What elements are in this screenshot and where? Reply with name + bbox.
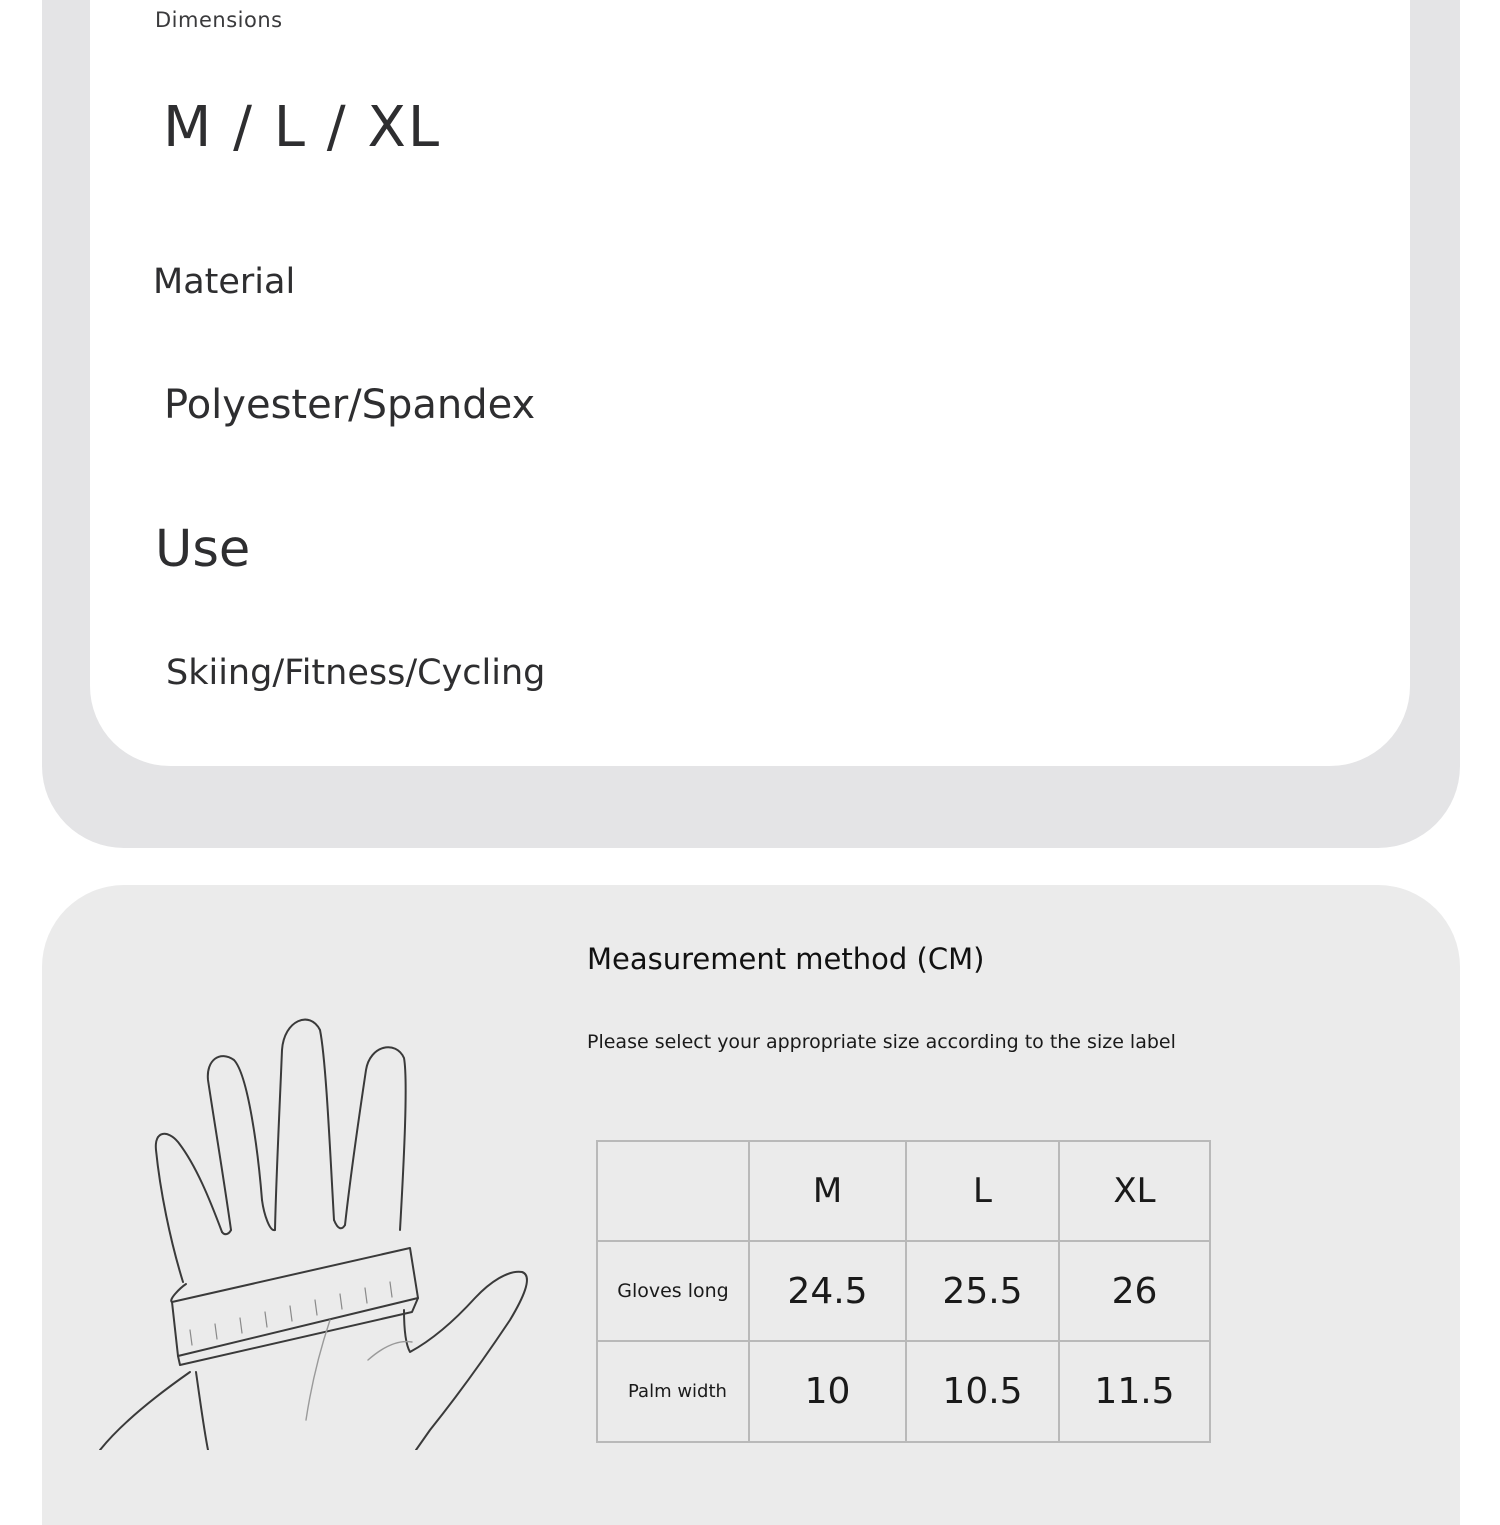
material-label: Material: [153, 262, 296, 302]
table-cell: 10: [749, 1341, 906, 1442]
row-label-palm-width: Palm width: [597, 1341, 749, 1442]
size-instruction: Please select your appropriate size according to the size label: [587, 1031, 1176, 1053]
use-label: Use: [155, 520, 251, 579]
table-cell: 26: [1059, 1241, 1210, 1341]
column-header-xl: XL: [1059, 1141, 1210, 1241]
measurement-title: Measurement method (CM): [587, 942, 985, 976]
size-table: [596, 1140, 1211, 1443]
table-row: [597, 1241, 1210, 1341]
dimensions-label: Dimensions: [155, 8, 283, 32]
table-row: [597, 1341, 1210, 1442]
table-corner-cell: [597, 1141, 749, 1241]
material-value: Polyester/Spandex: [164, 382, 536, 428]
table-cell: 24.5: [749, 1241, 906, 1341]
use-value: Skiing/Fitness/Cycling: [166, 653, 546, 693]
table-cell: 25.5: [906, 1241, 1059, 1341]
row-label-gloves-long: Gloves long: [597, 1241, 749, 1341]
table-header-row: [597, 1141, 1210, 1241]
column-header-l: L: [906, 1141, 1059, 1241]
column-header-m: M: [749, 1141, 906, 1241]
dimensions-value: M / L / XL: [163, 95, 442, 160]
table-cell: 11.5: [1059, 1341, 1210, 1442]
table-cell: 10.5: [906, 1341, 1059, 1442]
